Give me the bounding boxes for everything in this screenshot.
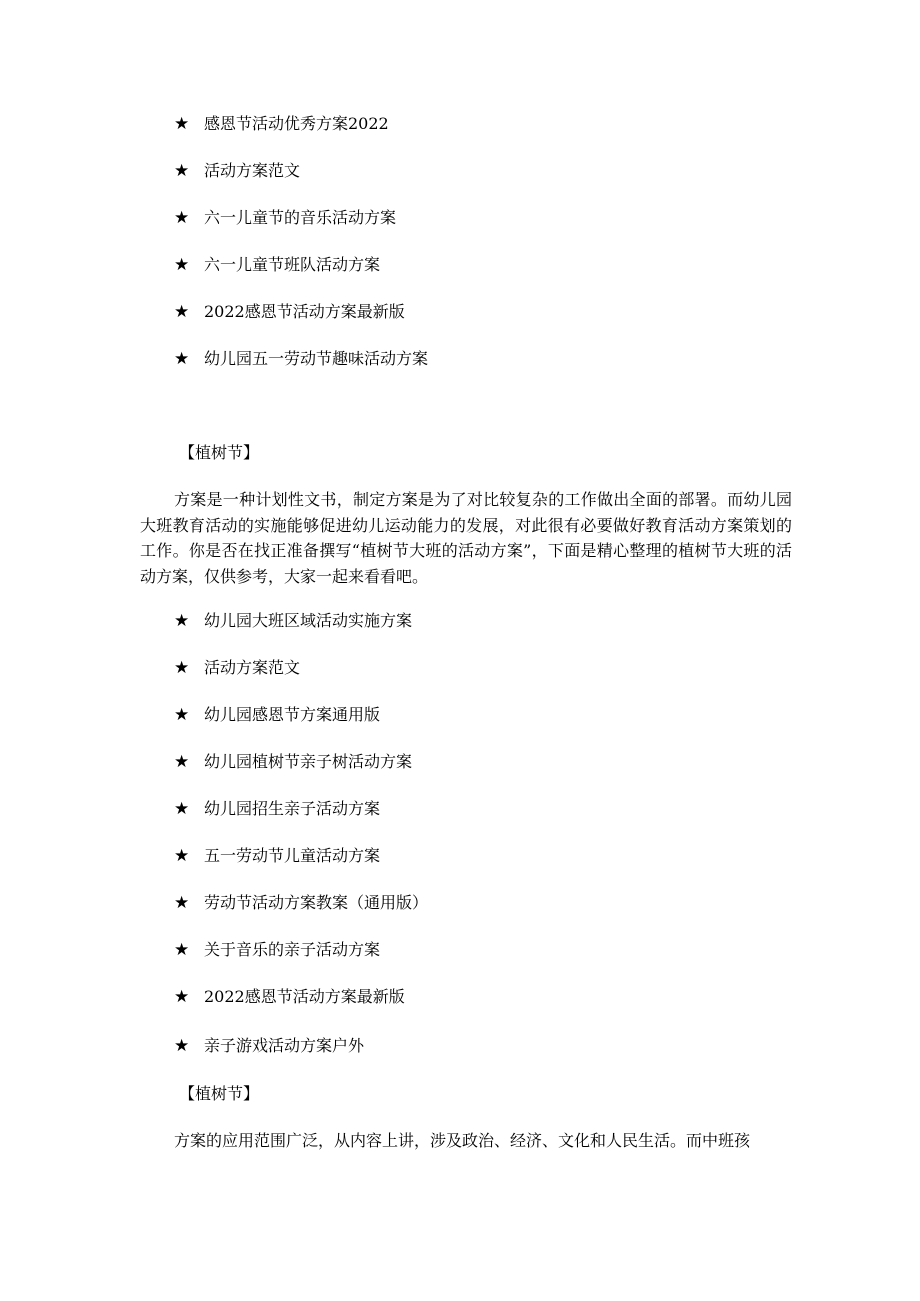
star-icon: ★ xyxy=(174,301,190,322)
list-item-link[interactable]: 2022感恩节活动方案最新版 xyxy=(204,986,405,1006)
star-icon: ★ xyxy=(174,160,190,181)
list-item-link[interactable]: 五一劳动节儿童活动方案 xyxy=(204,845,381,865)
star-icon: ★ xyxy=(174,704,190,725)
star-icon: ★ xyxy=(174,845,190,866)
list-item-link[interactable]: 劳动节活动方案教案（通用版） xyxy=(204,892,429,912)
intro-paragraph: 方案是一种计划性文书，制定方案是为了对比较复杂的工作做出全面的部署。而幼儿园大班教育活动的实施能够促进幼儿运动能力的发展，对此很有必要做好教育活动方案策划的工作。你是否在找正准备撰写“植树节大班的活动方案”，下面是精心整理的植树节大班的活动方案，仅供参考，大家一起来看看吧。 xyxy=(140,490,792,586)
star-icon: ★ xyxy=(174,986,190,1007)
list-item-link[interactable]: 幼儿园五一劳动节趣味活动方案 xyxy=(204,348,429,368)
list-item-link[interactable]: 幼儿园招生亲子活动方案 xyxy=(204,798,381,818)
list-item[interactable] xyxy=(174,288,428,335)
list-item[interactable] xyxy=(174,832,428,879)
list-item[interactable] xyxy=(174,241,428,288)
star-icon: ★ xyxy=(174,798,190,819)
list-item[interactable] xyxy=(174,691,428,738)
list-item-link[interactable]: 幼儿园大班区域活动实施方案 xyxy=(204,610,413,630)
star-icon: ★ xyxy=(174,113,190,134)
list-item-link[interactable]: 亲子游戏活动方案户外 xyxy=(204,1036,365,1055)
list-item[interactable] xyxy=(174,879,428,926)
star-icon: ★ xyxy=(174,610,190,631)
section-heading: 【植树节】 xyxy=(179,443,260,462)
star-icon: ★ xyxy=(174,892,190,913)
list-item[interactable] xyxy=(174,597,428,644)
list-item-link[interactable]: 活动方案范文 xyxy=(204,657,301,677)
list-item-link[interactable]: 六一儿童节的音乐活动方案 xyxy=(204,207,397,227)
list-item-link[interactable]: 幼儿园感恩节方案通用版 xyxy=(204,704,381,724)
list-item[interactable] xyxy=(174,194,428,241)
list-item[interactable] xyxy=(174,738,428,785)
related-articles-list-2 xyxy=(174,597,428,1072)
list-item-link[interactable]: 幼儿园植树节亲子树活动方案 xyxy=(204,751,413,771)
list-item-link[interactable]: 关于音乐的亲子活动方案 xyxy=(204,939,381,959)
list-item[interactable] xyxy=(174,644,428,691)
list-item[interactable] xyxy=(174,1020,428,1072)
star-icon: ★ xyxy=(174,348,190,369)
list-item-link[interactable]: 活动方案范文 xyxy=(204,160,301,180)
list-item-link[interactable]: 感恩节活动优秀方案2022 xyxy=(204,113,389,133)
star-icon: ★ xyxy=(174,751,190,772)
star-icon: ★ xyxy=(174,939,190,960)
star-icon: ★ xyxy=(174,254,190,275)
list-item[interactable] xyxy=(174,785,428,832)
section-heading: 【植树节】 xyxy=(179,1084,260,1103)
list-item[interactable] xyxy=(174,973,428,1020)
star-icon: ★ xyxy=(174,207,190,228)
list-item[interactable] xyxy=(174,147,428,194)
list-item[interactable] xyxy=(174,100,428,147)
star-icon: ★ xyxy=(174,657,190,678)
related-articles-list-1 xyxy=(174,100,428,382)
list-item[interactable] xyxy=(174,335,428,382)
list-item-link[interactable]: 2022感恩节活动方案最新版 xyxy=(204,301,405,321)
body-paragraph: 方案的应用范围广泛，从内容上讲，涉及政治、经济、文化和人民生活。而中班孩 xyxy=(174,1131,751,1150)
list-item-link[interactable]: 六一儿童节班队活动方案 xyxy=(204,254,381,274)
list-item[interactable] xyxy=(174,926,428,973)
star-icon: ★ xyxy=(174,1036,190,1056)
